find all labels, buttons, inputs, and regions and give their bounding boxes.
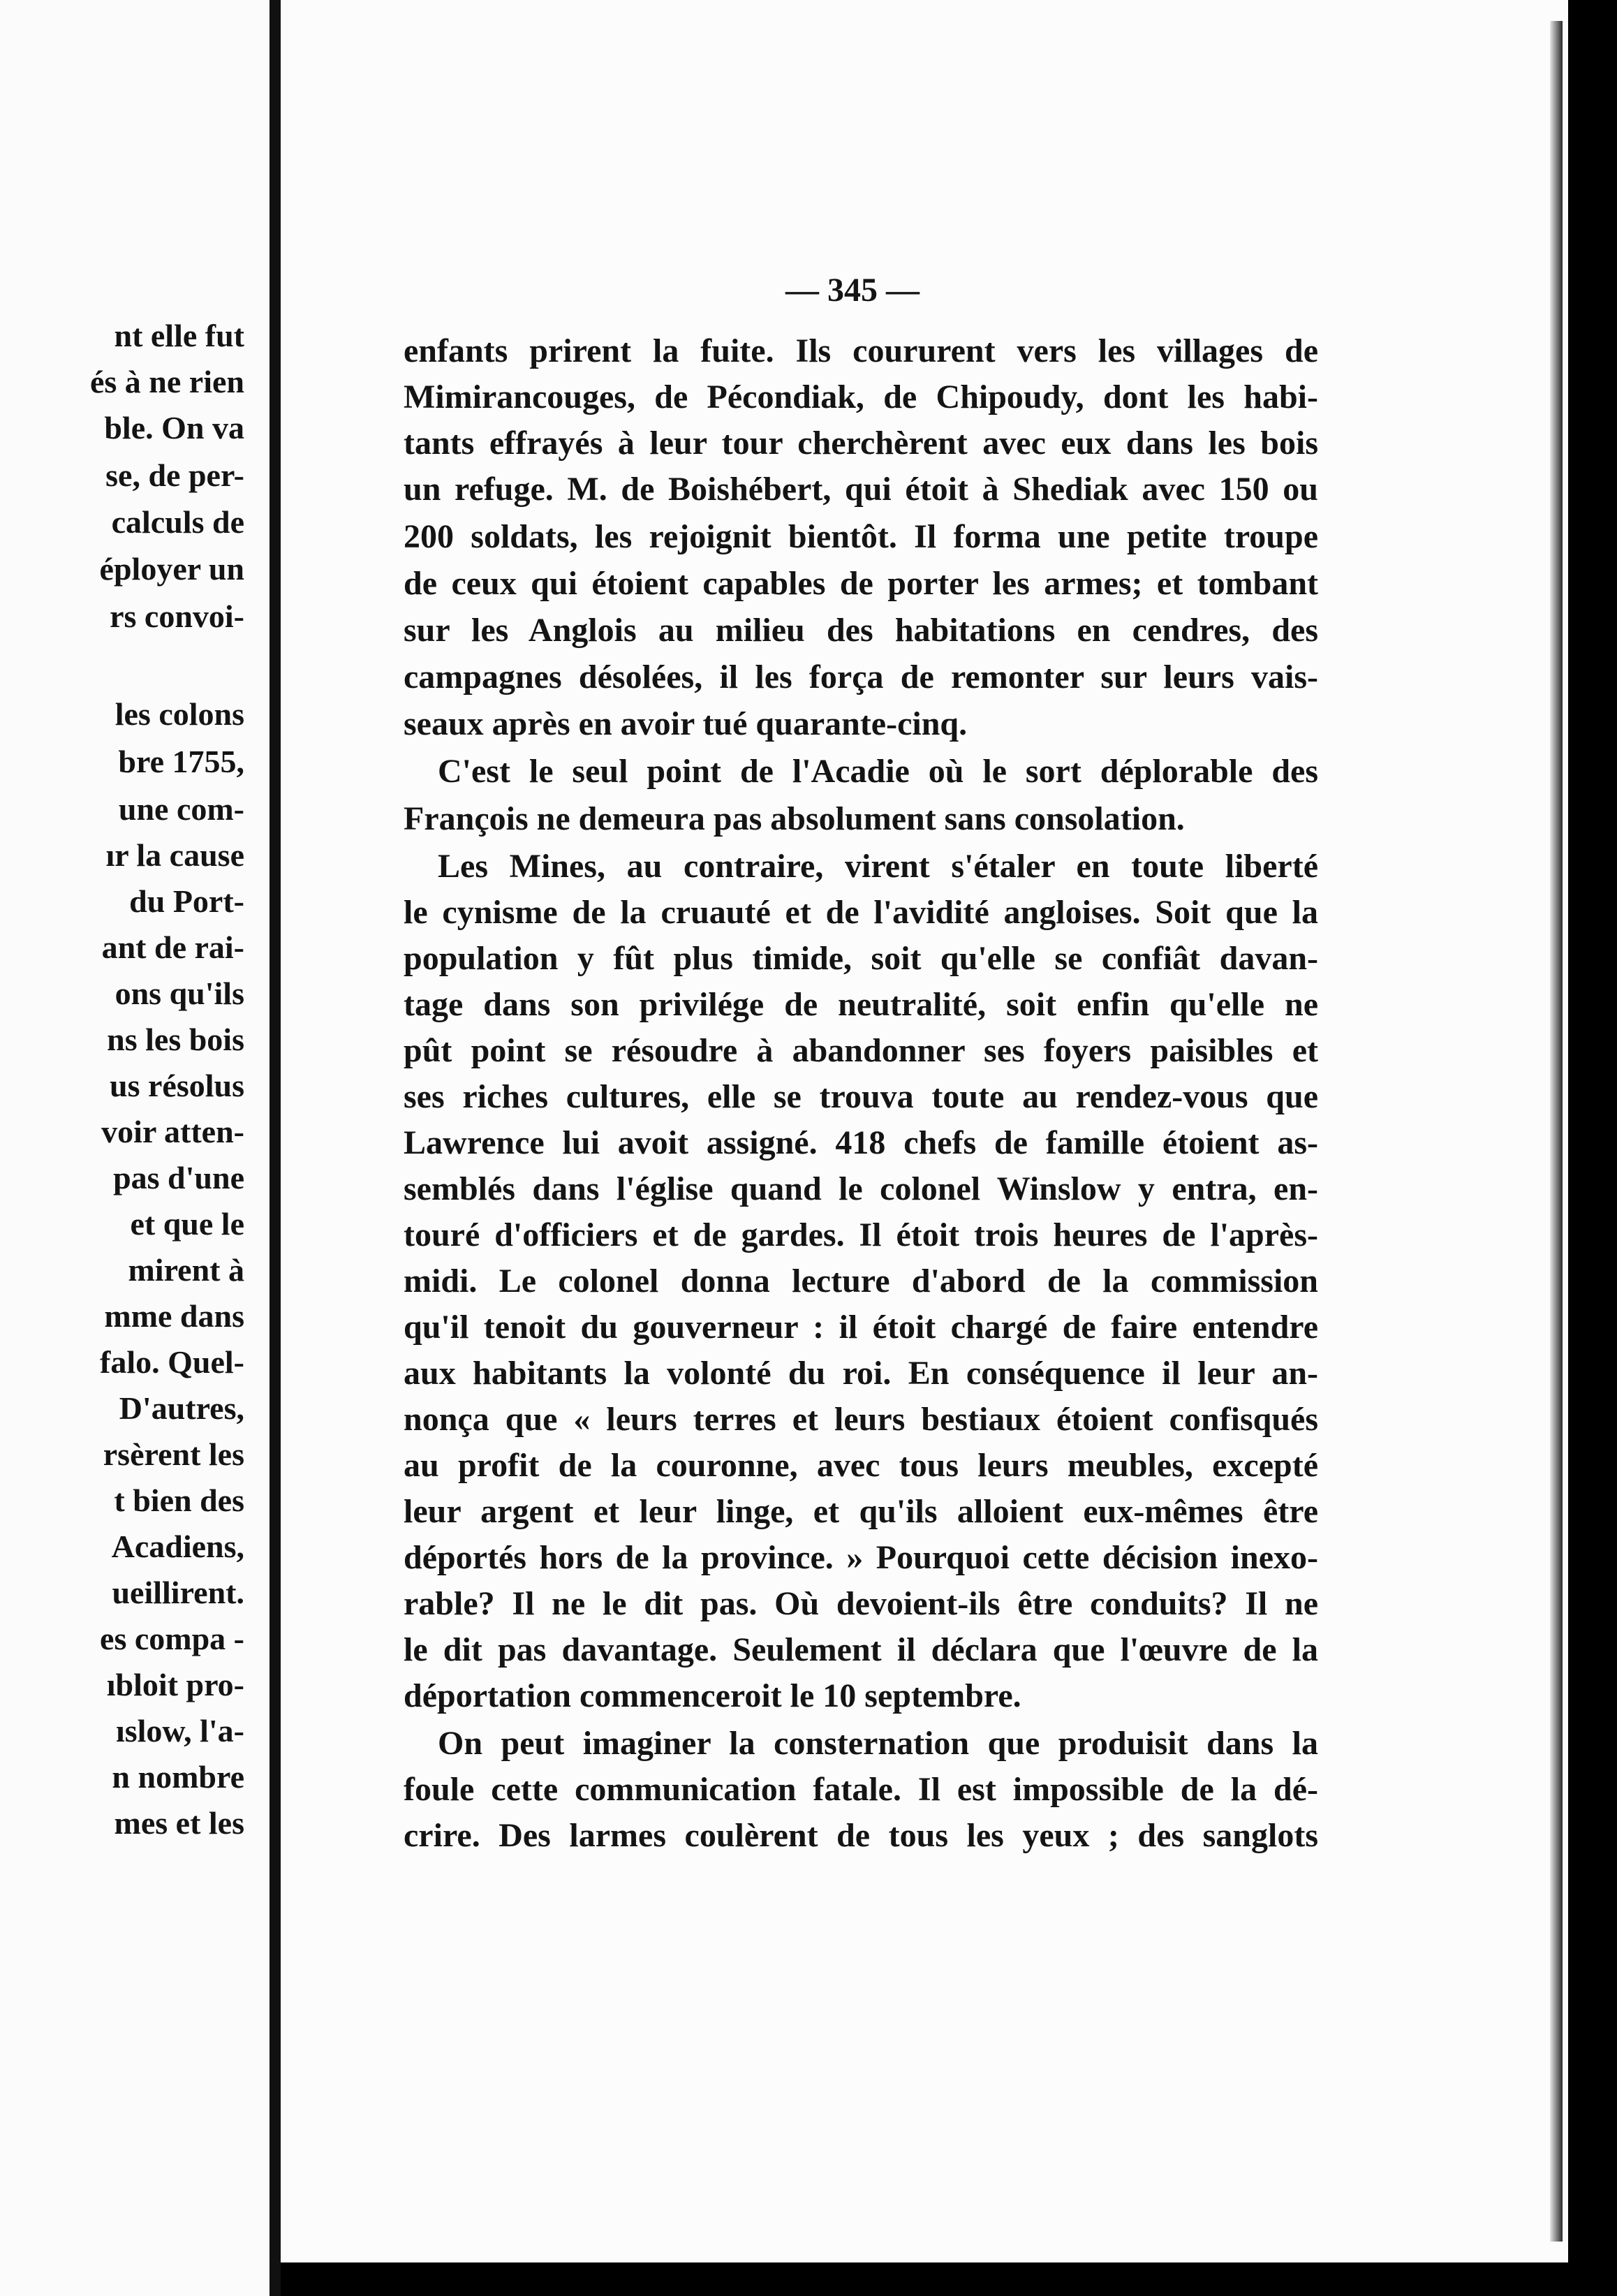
left-page-line: D'autres,	[119, 1390, 244, 1426]
left-page-line: ır la cause	[105, 837, 244, 873]
left-page-line: voir atten-	[101, 1114, 244, 1149]
book-gutter	[270, 0, 281, 2296]
body-text-line: Mimirancouges, de Pécondiak, de Chipoudy, dont les habi-	[404, 378, 1318, 415]
left-page-line: et que le	[130, 1206, 244, 1242]
left-page-line: du Port-	[129, 883, 244, 919]
body-text-line: un refuge. M. de Boishébert, qui étoit à Shediak avec 150 ou	[404, 471, 1318, 508]
left-page-line: mme dans	[104, 1298, 244, 1334]
left-page-line: mes et les	[114, 1805, 244, 1841]
body-text-line: tage dans son privilége de neutralité, soit enfin qu'elle ne	[404, 986, 1318, 1023]
left-page-line: ıslow, l'a-	[115, 1713, 244, 1749]
left-page-line: ons qu'ils	[115, 976, 244, 1011]
body-text-line: nonça que « leurs terres et leurs bestiaux étoient confisqués	[404, 1401, 1318, 1438]
left-page-line: t bien des	[114, 1482, 244, 1518]
body-text-line: déportation commenceroit le 10 septembre.	[404, 1677, 1021, 1714]
body-text-line: seaux après en avoir tué quarante-cinq.	[404, 705, 968, 742]
body-text-line: pût point se résoudre à abandonner ses foyers paisibles et	[404, 1032, 1318, 1069]
left-page-line: nt elle fut	[114, 318, 244, 353]
body-text-line: Les Mines, au contraire, virent s'étaler en toute liberté	[438, 848, 1318, 885]
left-page-line: Acadiens,	[111, 1529, 244, 1564]
body-text-line: campagnes désolées, il les força de remonter sur leurs vais-	[404, 658, 1318, 696]
body-text-line: le dit pas davantage. Seulement il déclara que l'œuvre de la	[404, 1631, 1318, 1668]
left-page-line: ant de rai-	[101, 929, 244, 965]
body-text-line: tants effrayés à leur tour cherchèrent avec eux dans les bois	[404, 425, 1318, 462]
left-page-line: se, de per-	[105, 457, 244, 493]
body-text-line: ses riches cultures, elle se trouva toute au rendez-vous que	[404, 1078, 1318, 1115]
body-text-line: midi. Le colonel donna lecture d'abord de la commission	[404, 1263, 1318, 1300]
left-page-line: pas d'une	[113, 1160, 244, 1195]
body-text-line: le cynisme de la cruauté et de l'avidité angloises. Soit que la	[404, 894, 1318, 931]
body-text-line: François ne demeura pas absolument sans consolation.	[404, 800, 1185, 837]
body-text-line: population y fût plus timide, soit qu'elle se confiât davan-	[404, 940, 1318, 977]
left-page-line: une com-	[118, 791, 244, 827]
body-text-line: qu'il tenoit du gouverneur : il étoit chargé de faire entendre	[404, 1309, 1318, 1346]
body-text-line: 200 soldats, les rejoignit bientôt. Il forma une petite troupe	[404, 518, 1318, 555]
left-page-line: calculs de	[111, 504, 244, 540]
left-page-line: les colons	[115, 696, 244, 732]
body-text-line: crire. Des larmes coulèrent de tous les yeux ; des sanglots	[404, 1817, 1318, 1854]
left-page-line: éployer un	[99, 551, 244, 587]
left-page-line: ueillirent.	[112, 1575, 244, 1610]
left-page-line: falo. Quel-	[100, 1344, 244, 1380]
body-text-line: sur les Anglois au milieu des habitations en cendres, des	[404, 612, 1318, 649]
body-text-line: leur argent et leur linge, et qu'ils alloient eux-mêmes être	[404, 1493, 1318, 1530]
left-page	[0, 0, 270, 2296]
left-page-line: es compa -	[100, 1621, 244, 1656]
left-page-line: rs convoi-	[110, 598, 244, 634]
body-text-line: enfants prirent la fuite. Ils coururent vers les villages de	[404, 332, 1318, 369]
body-text-line: semblés dans l'église quand le colonel Winslow y entra, en-	[404, 1170, 1318, 1207]
body-text-line: déportés hors de la province. » Pourquoi cette décision inexo-	[404, 1539, 1318, 1576]
body-text-line: On peut imaginer la consternation que produisit dans la	[438, 1725, 1318, 1762]
body-text-line: rable? Il ne le dit pas. Où devoient-ils être conduits? Il ne	[404, 1585, 1318, 1622]
body-text-line: Lawrence lui avoit assigné. 418 chefs de famille étoient as-	[404, 1124, 1318, 1161]
left-page-line: ns les bois	[107, 1022, 244, 1057]
left-page-line: ıbloit pro-	[106, 1667, 244, 1702]
left-page-line: bre 1755,	[118, 744, 244, 779]
body-text-line: au profit de la couronne, avec tous leurs meubles, excepté	[404, 1447, 1318, 1484]
left-page-line: mirent à	[128, 1252, 244, 1288]
page-number: — 345 —	[785, 272, 920, 309]
left-page-line: rsèrent les	[103, 1436, 244, 1472]
body-text-line: foule cette communication fatale. Il est impossible de la dé-	[404, 1771, 1318, 1808]
left-page-line: us résolus	[110, 1068, 244, 1103]
left-page-line: és à ne rien	[89, 364, 244, 399]
body-text-line: touré d'officiers et de gardes. Il étoit trois heures de l'après-	[404, 1216, 1318, 1253]
page-edge-shadow	[1550, 21, 1563, 2242]
left-page-line: n nombre	[112, 1759, 244, 1795]
body-text-line: de ceux qui étoient capables de porter les armes; et tombant	[404, 565, 1318, 602]
body-text-line: C'est le seul point de l'Acadie où le sort déplorable des	[438, 753, 1318, 790]
body-text-line: aux habitants la volonté du roi. En conséquence il leur an-	[404, 1355, 1318, 1392]
left-page-line: ble. On va	[104, 410, 244, 446]
